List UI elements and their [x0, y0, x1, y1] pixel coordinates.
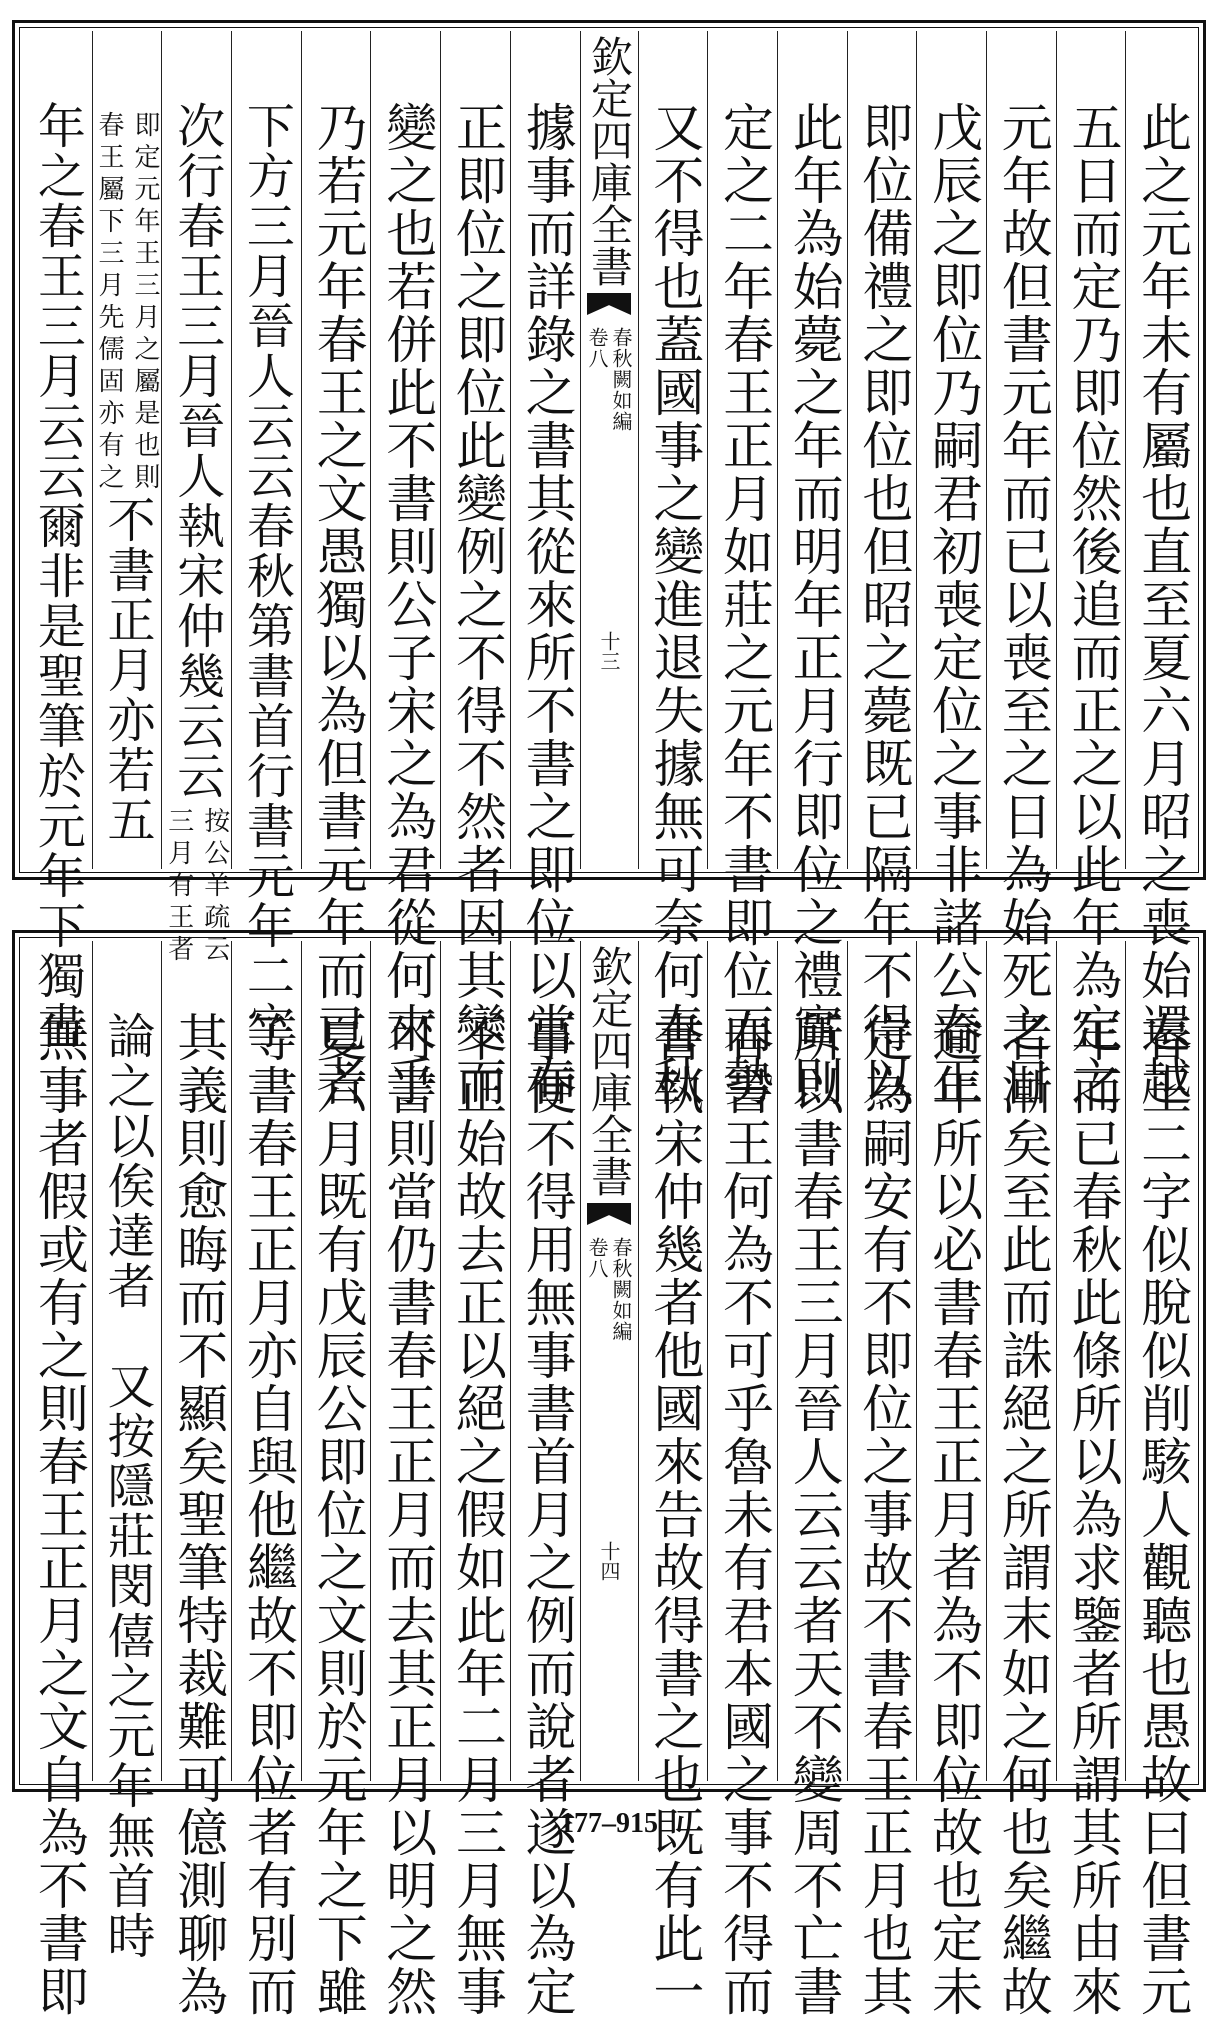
column-text: 春王二字似脫似削駭人觀聽也愚故曰但書元 [1131, 1011, 1191, 2018]
text-column [986, 31, 1056, 1108]
note-line: 三月有王者 [163, 807, 194, 967]
banxin-book-title: 春秋闕如編 [609, 1237, 633, 1342]
text-column [92, 941, 162, 1961]
note-line: 按公羊疏云 [199, 807, 230, 967]
column-text: 據事而詳錄之書其從來所不書之即位以當春 [516, 101, 576, 1108]
text-column [23, 31, 92, 1051]
column-text: 年之春王三月云云爾非是聖筆於元年下獨書 [29, 101, 86, 1051]
column-text: 年而已春秋此條所以為求鑒者所謂其所由來 [1061, 1011, 1121, 2018]
column-text: 此年為始薨之年而明年正月行即位之禮實則 [783, 101, 843, 1108]
text-column [231, 31, 301, 1051]
text-column-double [92, 31, 162, 869]
text-column [231, 941, 301, 2018]
banxin-juan: 卷八 [585, 1237, 609, 1279]
text-column [707, 941, 777, 2018]
banxin-title: 欽定四庫全書 [585, 35, 634, 287]
banxin-folio-number: 十四 [597, 1541, 621, 1581]
text-column [916, 31, 986, 1108]
column-text: 論之以俟達者 又按隱莊閔僖之元年無首時 [99, 1011, 156, 1961]
column-text: 定之二年春王正月如莊之元年不書即位而勢 [713, 101, 773, 1108]
column-text: 定為嗣安有不即位之事故不書春王正月也其 [852, 1011, 912, 2018]
column-text: 即位備禮之即位也但昭之薨既已隔年不得以 [852, 101, 912, 1108]
column-text: 正即位之即位此變例之不得不然者因其變而 [446, 101, 506, 1108]
column-text: 戊辰之即位乃嗣君初喪定位之事非諸公春正 [922, 101, 982, 1108]
text-column [777, 941, 847, 2018]
text-column [638, 941, 708, 2018]
text-column [440, 31, 510, 1108]
column-text: 書執宋仲幾者他國來告故得書之也既有此一 [643, 1011, 703, 2018]
column-text: 元年故但書元年而已以喪至之日為始死之日 [992, 101, 1052, 1108]
column-text: 逾年所以必書春王正月者為不即位故也定未 [922, 1011, 982, 2018]
banxin-title: 欽定四庫全書 [585, 945, 634, 1197]
text-column [301, 941, 371, 2018]
text-column [370, 941, 440, 2018]
column-text: 次行春王三月晉人執宋仲幾云云 [168, 101, 225, 801]
column-text: 者漸矣至此而誅絕之所謂末如之何也矣繼故 [992, 1011, 1052, 2018]
banxin-book-info [586, 327, 632, 432]
column-text: 變之也若併此不書則公子宋之為君從何來乎 [376, 101, 436, 1108]
column-text: 不書正月亦若五 [99, 495, 156, 845]
text-column [510, 31, 580, 1108]
text-column [1056, 31, 1126, 1108]
banxin-book-title: 春秋闕如編 [609, 327, 633, 432]
column-text: 五日而定乃即位然後追而正之以此年為定之 [1061, 101, 1121, 1108]
center-fold-column [580, 941, 638, 1781]
column-text: 春書王何為不可乎魯未有君本國之事不得而 [713, 1011, 773, 2018]
column-mixed [163, 31, 230, 967]
page-number: 177–915 [560, 1808, 658, 1839]
column-text: 又不得也蓋國事之變進退失據無可奈何春秋 [643, 101, 703, 1108]
text-column [23, 941, 92, 2018]
text-column [370, 31, 440, 1108]
top-page [12, 20, 1206, 1108]
text-column-with-note [161, 31, 231, 967]
column-text: 下方三月晉人云云春秋第書首行書元年二字 [238, 101, 295, 1051]
text-column [847, 941, 917, 2018]
text-column [1125, 941, 1195, 2018]
text-column [847, 31, 917, 1108]
column-text: 等書春王正月亦自與他繼故不即位者有別而 [237, 1011, 297, 2018]
banxin-juan: 卷八 [585, 327, 609, 369]
fishtail-mark-icon [587, 1203, 631, 1225]
column-text: 其義則愈晦而不顯矣聖筆特裁難可億測聊為 [167, 1011, 227, 2018]
note-line: 即定元年王三月之屬是也則 [130, 111, 161, 495]
text-column [301, 31, 371, 1108]
column-text: 所以書春王三月晉人云云者天不變周不亡書 [783, 1011, 843, 2018]
text-column [510, 941, 580, 2018]
text-column [161, 941, 231, 2018]
text-column [1056, 941, 1126, 2018]
text-column [440, 941, 510, 2018]
text-column [986, 941, 1056, 2018]
column-text: 可書則當仍書春王正月而去其正月以明之然 [376, 1011, 436, 2018]
interlinear-note [94, 111, 160, 495]
column-text: 乃若元年春王之文愚獨以為但書元年而已者 [307, 101, 367, 1108]
note-line: 春王屬下三月先儒固亦有之 [94, 111, 125, 495]
fishtail-mark-icon [587, 293, 631, 315]
text-column [777, 31, 847, 1108]
column-text: 夏六月既有戊辰公即位之文則於元年之下雖 [307, 1011, 367, 2018]
banxin-folio-number: 十三 [597, 631, 621, 671]
center-fold-column [580, 31, 638, 869]
column-mixed [94, 31, 160, 869]
column-text: 事便不得用無事書首月之例而說者遂以為定 [516, 1011, 576, 2018]
top-page-columns [23, 31, 1195, 1108]
column-text: 不正始故去正以絕之假如此年二月三月無事 [446, 1011, 506, 2018]
column-text: 此之元年未有屬也直至夏六月昭之喪始還越 [1131, 101, 1191, 1108]
text-column [1125, 31, 1195, 1108]
banxin-book-info [586, 1237, 632, 1342]
text-column [638, 31, 708, 1108]
text-column [707, 31, 777, 1108]
column-text: 無事者假或有之則春王正月之文自為不書即 [28, 1011, 88, 2018]
text-column [916, 941, 986, 2018]
